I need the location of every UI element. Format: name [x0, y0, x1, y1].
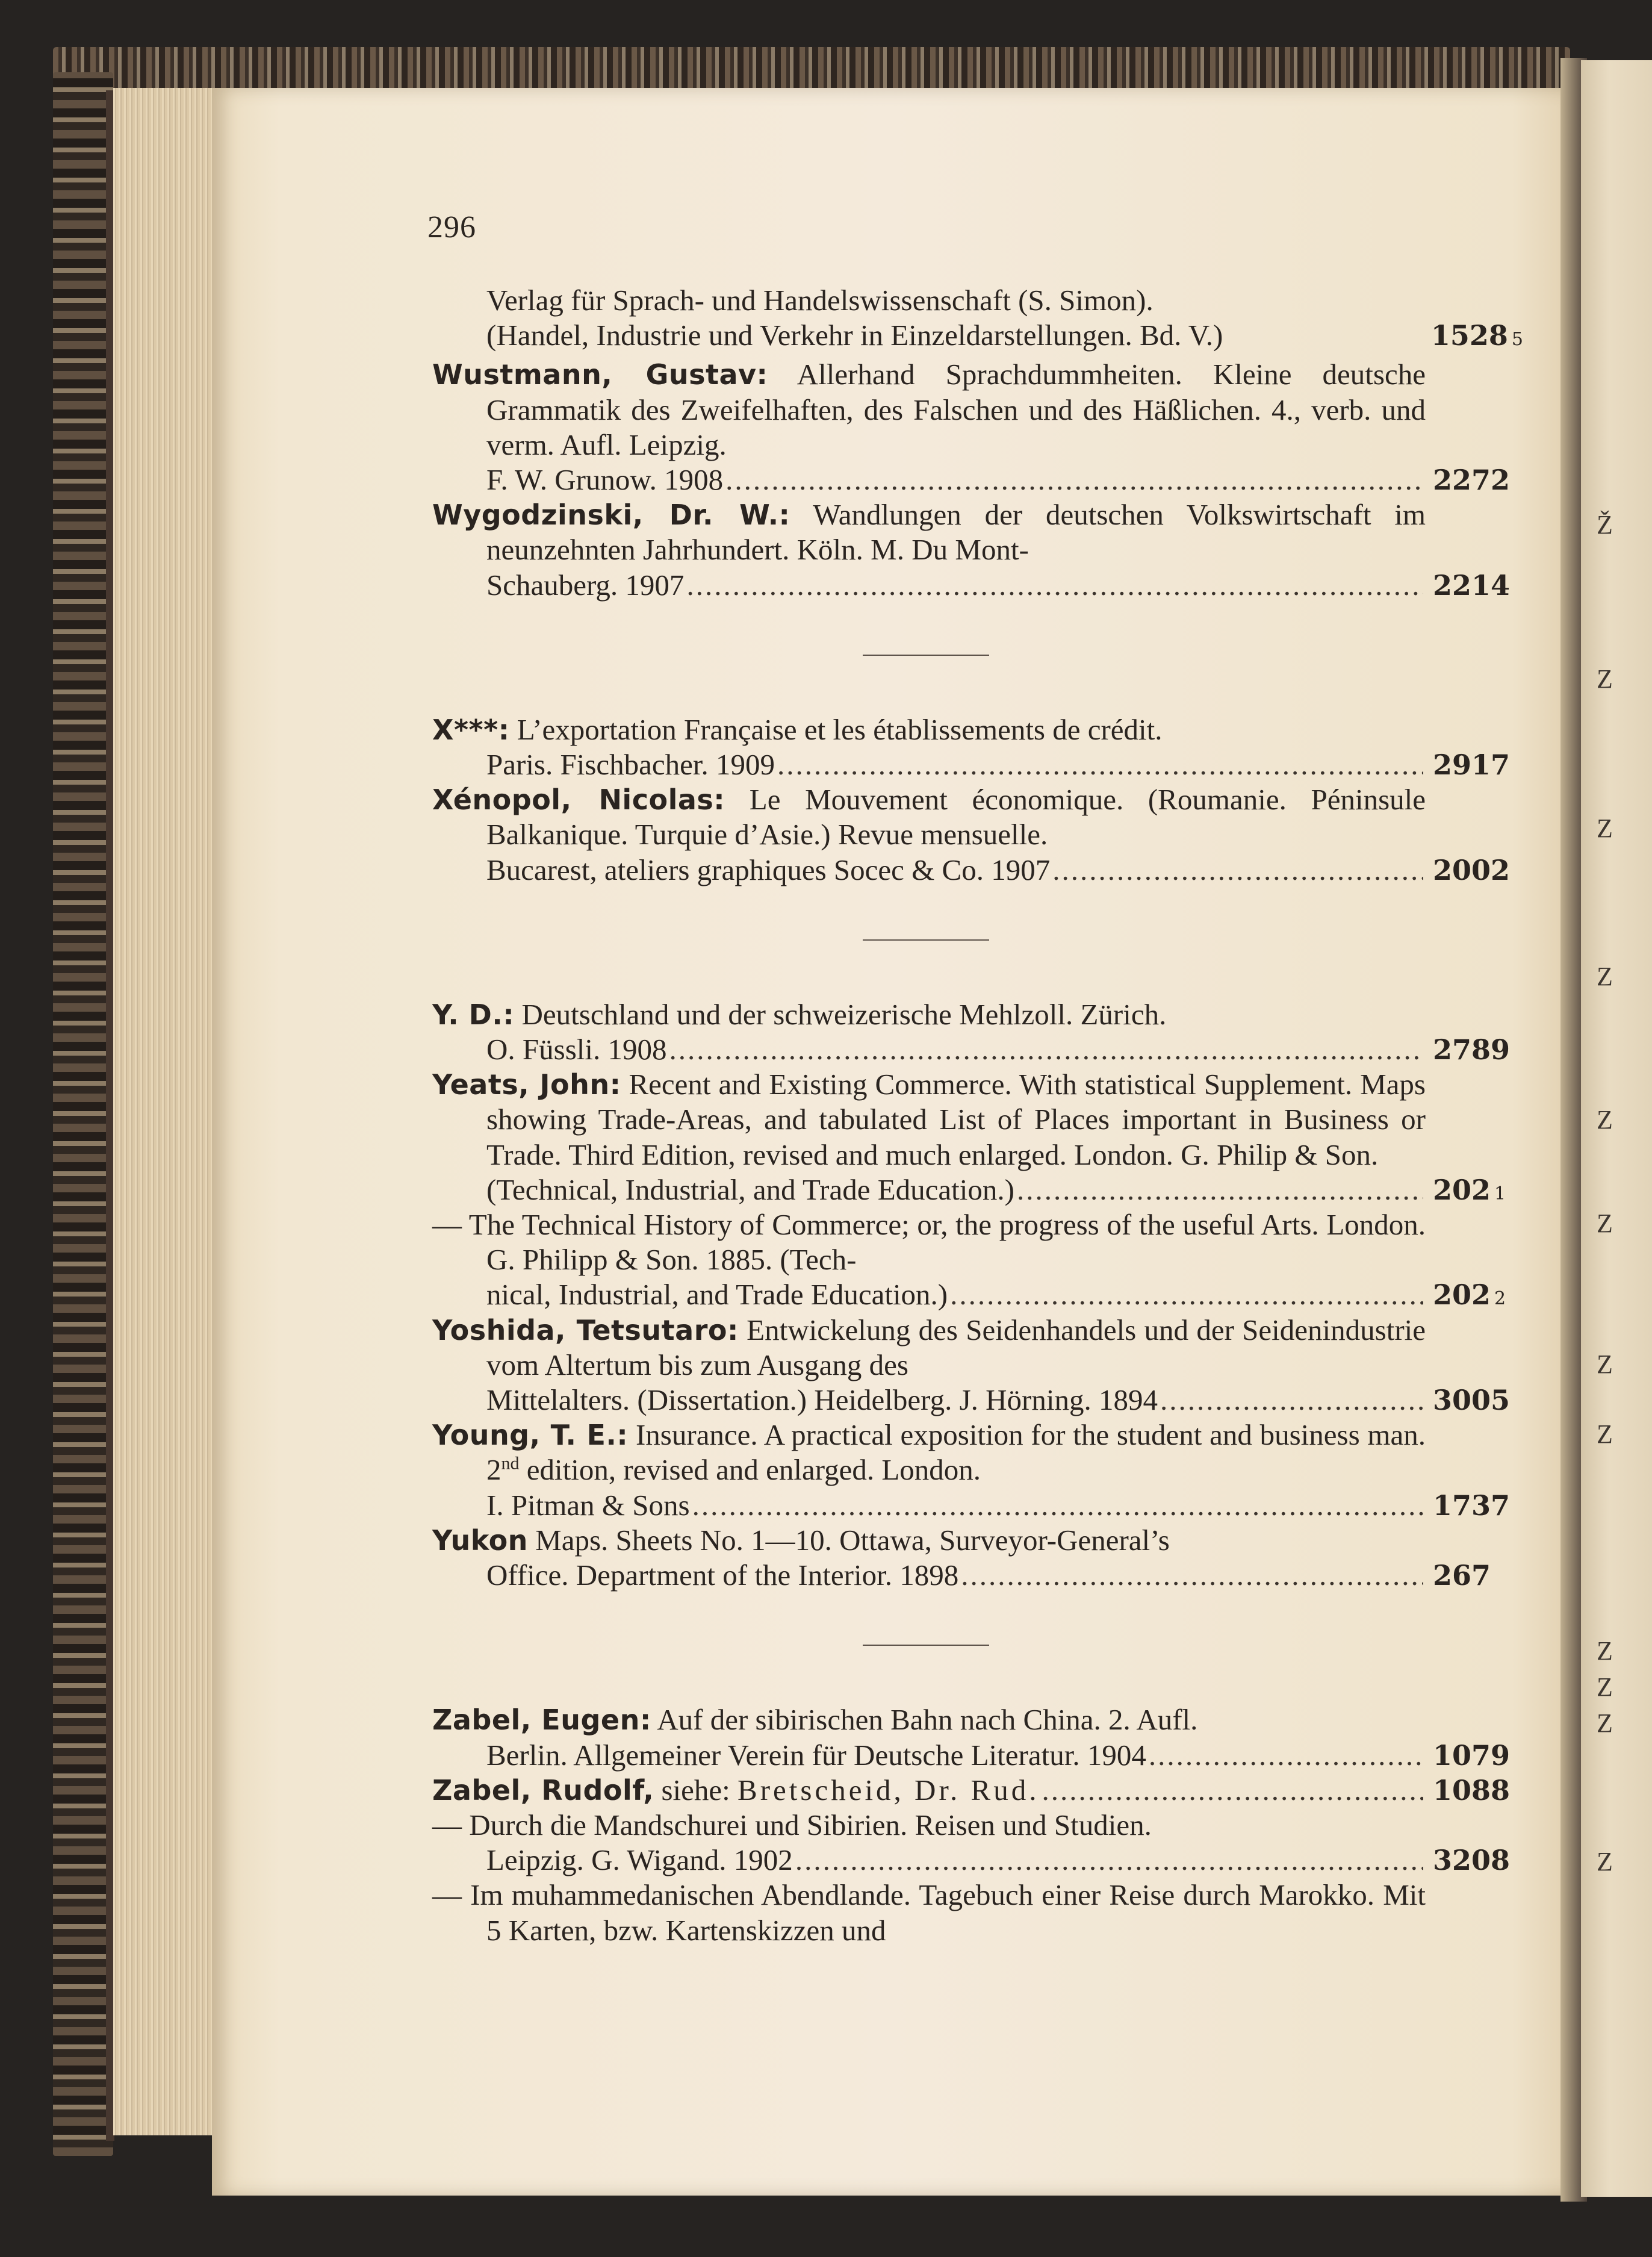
- leader-dots: [1052, 853, 1423, 888]
- next-page-mark: Z: [1597, 1847, 1613, 1876]
- entry-text: siehe:: [661, 1773, 730, 1807]
- next-page-mark: Z: [1597, 1636, 1613, 1666]
- entry-last-line: [486, 1383, 1511, 1418]
- next-page-mark: Ž: [1597, 510, 1613, 540]
- entry-text: Wandlungen der deutschen Volkswirtschaft im neunzehnten Jahrhundert. Köln. M. Du Mont-: [486, 498, 1426, 567]
- catalog-number: 3208: [1433, 1844, 1511, 1877]
- entry-author: Zabel, Rudolf,: [432, 1773, 654, 1807]
- catalog-number: 1528 5: [1430, 319, 1523, 352]
- entry-last-line: [486, 1488, 1511, 1523]
- entry-author: Y. D.:: [432, 998, 515, 1031]
- entry-last-line: [486, 1843, 1511, 1878]
- bibliography-entry: [432, 1808, 1511, 1878]
- catalog-number: 267: [1433, 1559, 1491, 1592]
- entry-text: Verlag für Sprach- und Handelswissenschaft (S. Simon).: [486, 284, 1154, 317]
- next-page-mark: Z: [1597, 1209, 1613, 1238]
- section-separator: [432, 1593, 1426, 1702]
- entry-author: Wygodzinski, Dr. W.:: [432, 499, 790, 532]
- entry-author: Young, T. E.:: [432, 1419, 629, 1452]
- leader-dots: [1149, 1738, 1423, 1773]
- leader-dots: [725, 462, 1423, 497]
- bibliography-entry: [432, 1702, 1511, 1772]
- entry-last-line: [486, 747, 1511, 782]
- book-cover-top: [53, 47, 1570, 92]
- entry-last-text: Schauberg. 1907: [486, 568, 685, 602]
- entry-last-text: nical, Industrial, and Trade Education.): [486, 1278, 948, 1312]
- entry-last-text: Mittelalters. (Dissertation.) Heidelberg. J. Hörning. 1894: [486, 1383, 1158, 1417]
- entry-last-text: Office. Department of the Interior. 1898: [486, 1558, 959, 1592]
- bibliography-entry: [432, 357, 1511, 497]
- section-separator: [432, 603, 1426, 712]
- next-page-mark: Z: [1597, 1105, 1613, 1135]
- entry-author: X***:: [432, 713, 510, 746]
- book-cover-spine: [53, 72, 113, 2156]
- entry-text: L’exportation Française et les établissements de crédit.: [517, 712, 1163, 746]
- entry-text: Deutschland und der schweizerische Mehlzoll. Zürich.: [521, 997, 1167, 1031]
- page-edges: [113, 88, 216, 2135]
- bibliography-entry: [432, 1207, 1506, 1313]
- entry-text: — Durch die Mandschurei und Sibirien. Reisen und Studien.: [432, 1808, 1152, 1841]
- next-page-mark: Z: [1597, 1708, 1613, 1738]
- entry-text: Allerhand Sprachdummheiten. Kleine deutsche Grammatik des Zweifelhaften, des Falschen und des Häßlichen. 4., verb. und verm. Aufl. Leipzig.: [486, 358, 1426, 461]
- entry-last-line: [486, 568, 1511, 603]
- catalog-number: 2272: [1433, 464, 1511, 497]
- entry-text: Entwickelung des Seidenhandels und der Seidenindustrie vom Altertum bis zum Ausgang des: [486, 1313, 1426, 1381]
- catalog-number: 1079: [1433, 1739, 1511, 1772]
- leader-dots: [1160, 1383, 1423, 1418]
- next-page-edge: [1581, 60, 1652, 2197]
- entry-author: Zabel, Eugen:: [432, 1704, 651, 1737]
- entry-last-text: Paris. Fischbacher. 1909: [486, 748, 775, 782]
- bibliography-entry: [432, 1313, 1511, 1418]
- leader-dots: [950, 1277, 1423, 1312]
- catalog-number: 1088: [1433, 1773, 1511, 1807]
- entry-last-text: I. Pitman & Sons: [486, 1488, 690, 1522]
- entry-first-line: [432, 1773, 1040, 1808]
- catalog-number: 2214: [1433, 568, 1511, 602]
- leader-dots: [1017, 1172, 1423, 1207]
- leader-dots: [692, 1488, 1423, 1523]
- entry-author: Yoshida, Tetsutaro:: [432, 1313, 739, 1346]
- next-page-mark: Z: [1597, 814, 1613, 843]
- entry-last-line: [486, 462, 1511, 497]
- bibliography-entry: [432, 782, 1511, 888]
- entry-author: Xénopol, Nicolas:: [432, 783, 725, 817]
- leader-dots: [686, 568, 1423, 603]
- entry-last-text: Berlin. Allgemeiner Verein für Deutsche Literatur. 1904: [486, 1738, 1146, 1772]
- entry-last-line: [486, 1558, 1491, 1593]
- entry-last-text: Bretscheid, Dr. Rud.: [738, 1773, 1040, 1807]
- bibliography-entry: [432, 497, 1511, 603]
- catalog-number: 2789: [1433, 1033, 1511, 1066]
- bibliography-entry: [432, 1067, 1506, 1207]
- entry-author: Yukon: [432, 1524, 528, 1557]
- page-number: 296: [427, 210, 476, 244]
- next-page-mark: Z: [1597, 1419, 1613, 1449]
- entry-last-text: Leipzig. G. Wigand. 1902: [486, 1843, 793, 1877]
- entry-text: Le Mouvement économique. (Roumanie. Péninsule Balkanique. Turquie d’Asie.) Revue mensuelle.: [486, 783, 1426, 851]
- catalog-number: 202 2: [1433, 1278, 1506, 1312]
- entry-last-text: (Handel, Industrie und Verkehr in Einzeldarstellungen. Bd. V.): [486, 319, 1223, 352]
- leader-dots: [777, 747, 1423, 782]
- entry-last-text: Bucarest, ateliers graphiques Socec & Co. 1907: [486, 853, 1051, 886]
- entry-text: — The Technical History of Commerce; or, the progress of the useful Arts. London. G. Philipp & Son. 1885. (Tech-: [432, 1208, 1426, 1277]
- entry-last-text: O. Füssli. 1908: [486, 1033, 667, 1066]
- bibliography-entry: [432, 997, 1511, 1067]
- entry-author: Wustmann, Gustav:: [432, 358, 768, 391]
- entry-last-line: [486, 1738, 1511, 1773]
- bibliography-entry: [432, 712, 1511, 782]
- leader-dots: [795, 1843, 1423, 1878]
- bibliography-entry: [432, 1773, 1511, 1808]
- catalog-number: 202 1: [1433, 1173, 1506, 1206]
- entry-text: Recent and Existing Commerce. With statistical Supplement. Maps showing Trade-Areas, and tabulated List of Places important in Business or Trade. Third Edition, revised and much enlarged. London. G. Philip & Son.: [486, 1068, 1426, 1171]
- entry-last-line: [486, 853, 1511, 888]
- next-page-mark: Z: [1597, 962, 1613, 991]
- catalog-number: 2002: [1433, 853, 1511, 886]
- next-page-mark: Z: [1597, 1350, 1613, 1379]
- next-page-mark: Z: [1597, 1672, 1613, 1702]
- bibliography-entry: [432, 1523, 1491, 1593]
- bibliography-list: [432, 283, 1523, 1948]
- bibliography-entry: [432, 1418, 1511, 1523]
- next-page-mark: Z: [1597, 664, 1613, 694]
- leader-dots: [669, 1032, 1423, 1067]
- entry-last-line: [486, 1277, 1506, 1312]
- leader-dots: [1042, 1773, 1424, 1808]
- catalog-number: 3005: [1433, 1384, 1511, 1417]
- leader-dots: [961, 1558, 1423, 1593]
- entry-text: — Im muhammedanischen Abendlande. Tagebuch einer Reise durch Marokko. Mit 5 Karten, bzw. Kartenskizzen und: [432, 1878, 1426, 1947]
- entry-text: Insurance. A practical exposition for the student and business man. 2nd edition, revised and enlarged. London.: [486, 1418, 1426, 1487]
- entry-last-text: F. W. Grunow. 1908: [486, 463, 724, 497]
- catalog-number: 2917: [1433, 749, 1511, 782]
- bibliography-entry: [432, 283, 1523, 357]
- entry-last-line: [486, 1172, 1506, 1207]
- entry-last-text: (Technical, Industrial, and Trade Education.): [486, 1172, 1014, 1206]
- section-separator: [432, 888, 1426, 997]
- catalog-number: 1737: [1433, 1489, 1511, 1522]
- entry-last-line: [432, 1773, 1511, 1808]
- entry-last-line: [486, 1032, 1511, 1067]
- entry-author: Yeats, John:: [432, 1068, 621, 1101]
- bibliography-entry: [432, 1878, 1426, 1947]
- entry-text: Auf der sibirischen Bahn nach China. 2. Aufl.: [657, 1703, 1198, 1737]
- entry-text: Maps. Sheets No. 1—10. Ottawa, Surveyor-General’s: [535, 1523, 1170, 1557]
- entry-last-line: [486, 318, 1523, 357]
